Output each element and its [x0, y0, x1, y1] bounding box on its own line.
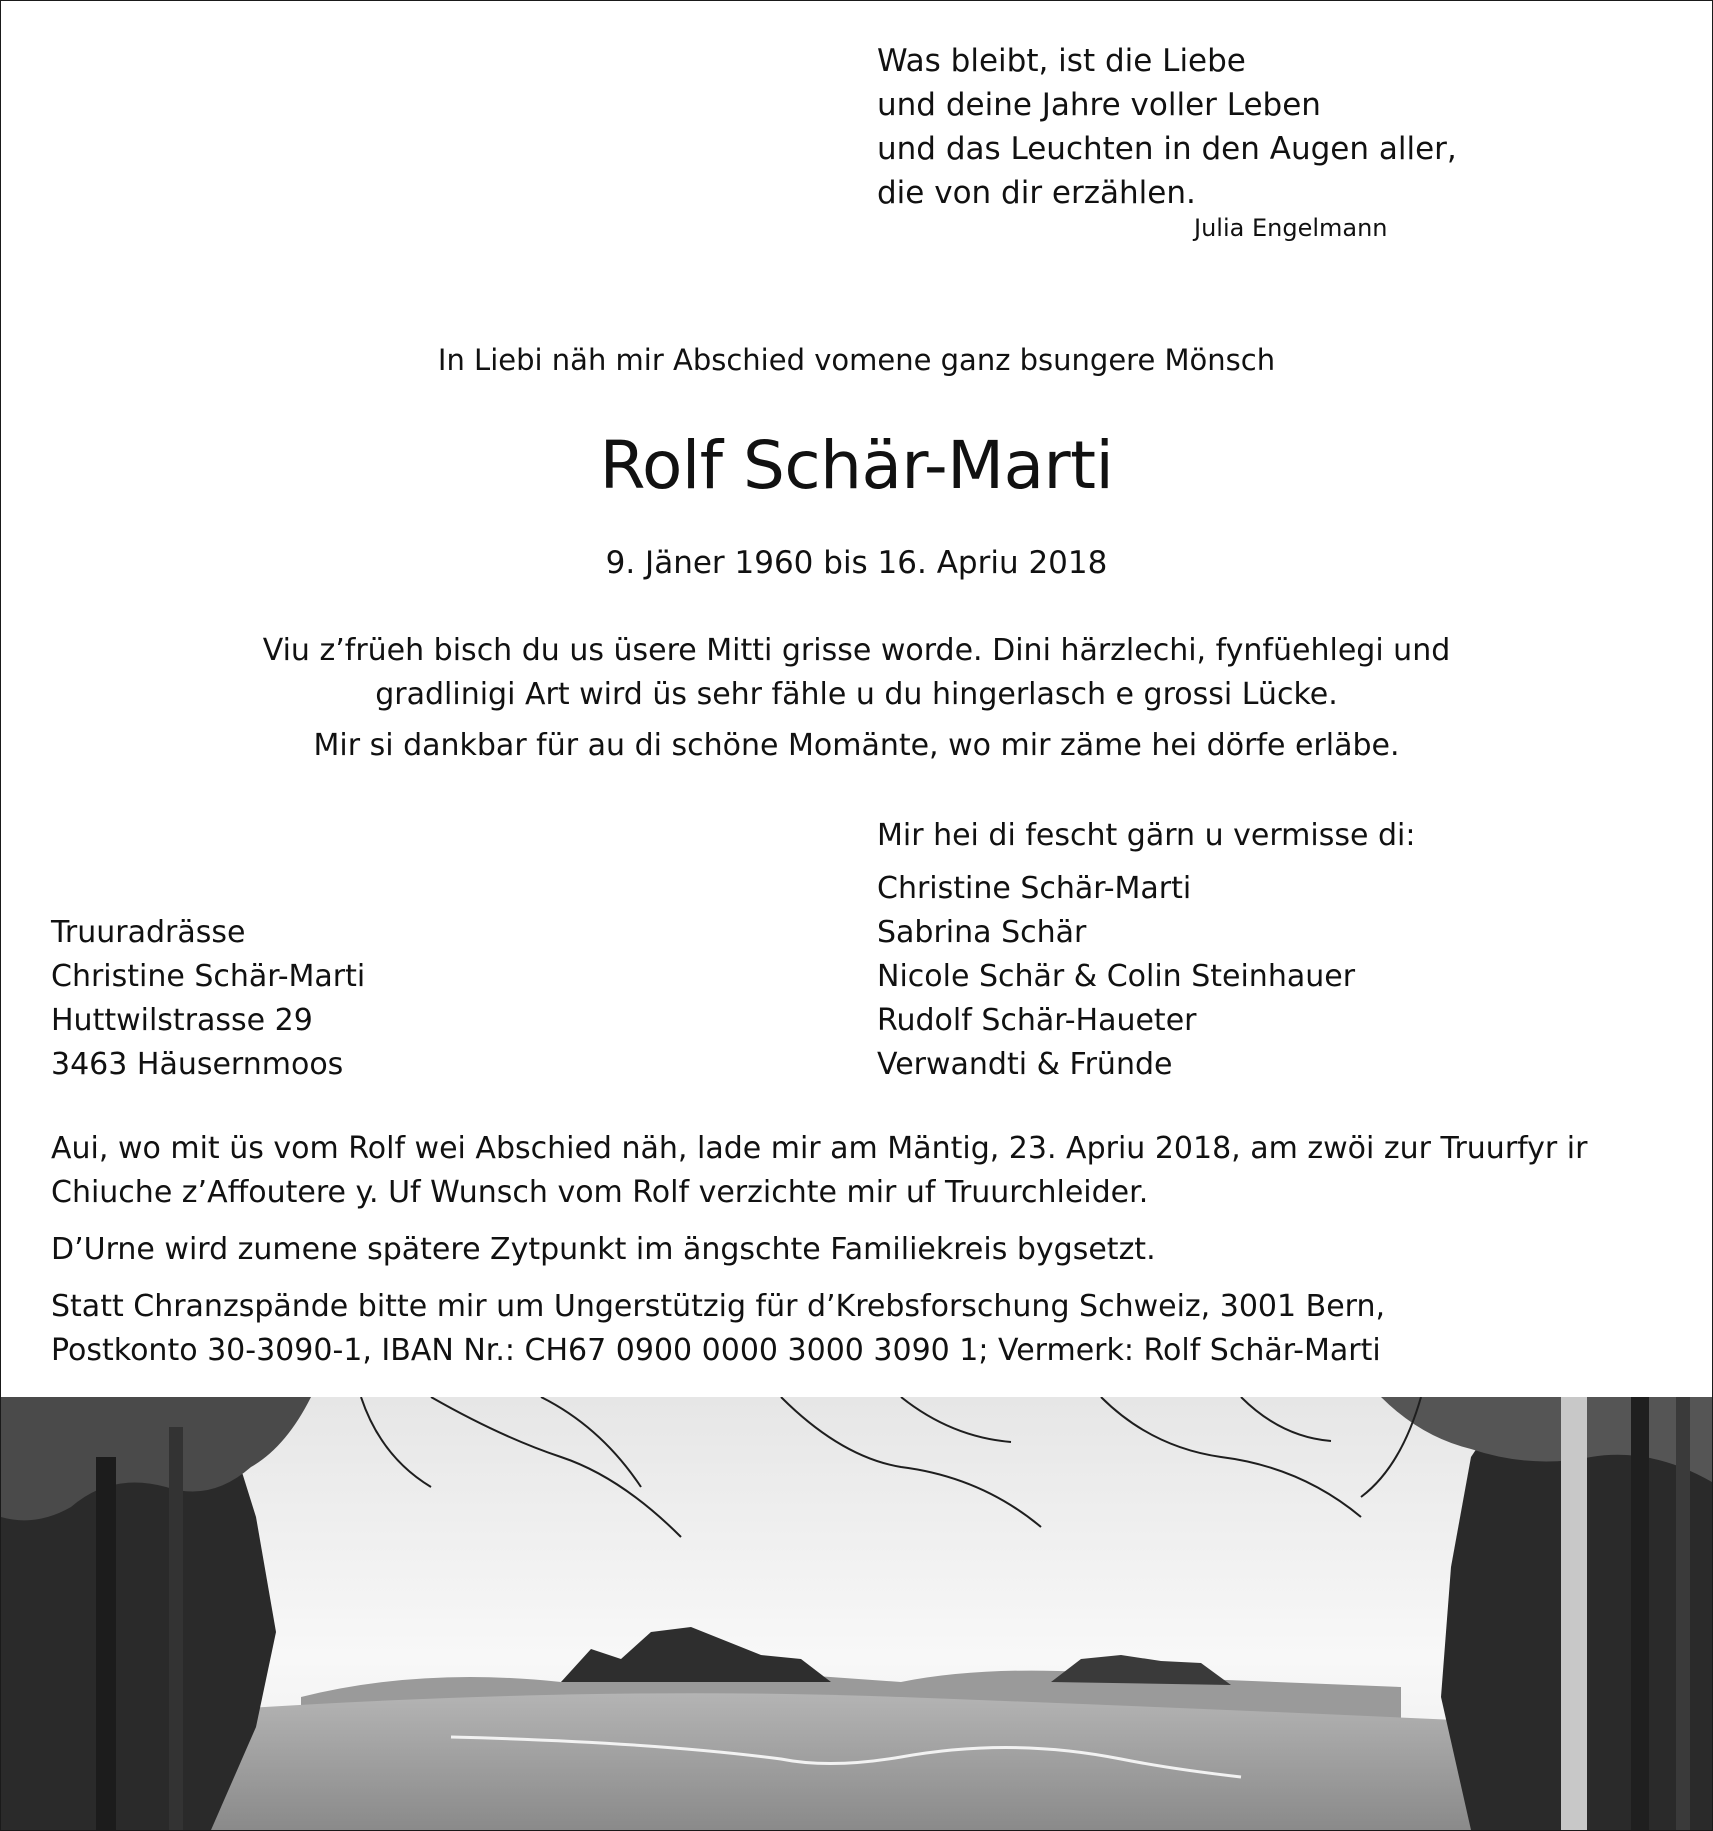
tree-trunk	[1676, 1397, 1690, 1830]
life-dates: 9. Jäner 1960 bis 16. Apriu 2018	[605, 545, 1108, 581]
mourning-address	[51, 911, 365, 1087]
tribute-line: Viu z’früeh bisch du us üsere Mitti grisse worde. Dini härzlechi, fynfüehlegi und	[262, 633, 1451, 668]
mourner-name: Nicole Schär & Colin Steinhauer	[877, 959, 1356, 994]
tree-trunk	[169, 1427, 183, 1830]
mourner-name: Verwandti & Fründe	[877, 1047, 1173, 1082]
tree-trunk	[1631, 1397, 1649, 1830]
intro-text: In Liebi näh mir Abschied vomene ganz bsungere Mönsch	[437, 343, 1276, 377]
urn-paragraph	[51, 1228, 1671, 1272]
donation-line: Postkonto 30-3090-1, IBAN Nr.: CH67 0900 0000 3000 3090 1; Vermerk: Rolf Schär-Marti	[51, 1333, 1381, 1368]
tree-trunk	[96, 1457, 116, 1830]
mourners-list	[877, 814, 1415, 1087]
address-city: 3463 Häusernmoos	[51, 1047, 344, 1082]
urn-line: D’Urne wird zumene spätere Zytpunkt im ängschte Familiekreis bygsetzt.	[51, 1232, 1156, 1267]
poem-line: Was bleibt, ist die Liebe	[877, 43, 1246, 79]
tree-trunk	[1561, 1397, 1587, 1830]
address-name: Christine Schär-Marti	[51, 959, 366, 994]
tribute-text	[1, 629, 1712, 717]
poem-line: die von dir erzählen.	[877, 175, 1196, 211]
tribute-line: gradlinigi Art wird üs sehr fähle u du hingerlasch e grossi Lücke.	[375, 677, 1338, 712]
poem	[877, 39, 1457, 215]
funeral-notice	[51, 1127, 1671, 1386]
address-street: Huttwilstrasse 29	[51, 1003, 313, 1038]
mourner-name: Rudolf Schär-Haueter	[877, 1003, 1197, 1038]
donation-paragraph	[51, 1285, 1671, 1373]
service-line: Aui, wo mit üs vom Rolf wei Abschied näh, lade mir am Mäntig, 23. Apriu 2018, am zwöi zur Truurfyr ir	[51, 1131, 1588, 1166]
donation-line: Statt Chranzspände bitte mir um Ungerstützig für d’Krebsforschung Schweiz, 3001 Bern,	[51, 1289, 1386, 1324]
thanks-text: Mir si dankbar für au di schöne Momänte, wo mir zäme hei dörfe erläbe.	[313, 728, 1400, 763]
service-paragraph	[51, 1127, 1671, 1215]
mourner-name: Christine Schär-Marti	[877, 871, 1192, 906]
landscape-photo	[1, 1397, 1712, 1830]
service-line: Chiuche z’Affoutere y. Uf Wunsch vom Rolf verzichte mir uf Truurchleider.	[51, 1175, 1149, 1210]
poem-line: und deine Jahre voller Leben	[877, 87, 1321, 123]
deceased-name: Rolf Schär-Marti	[599, 427, 1114, 504]
mourner-name: Sabrina Schär	[877, 915, 1087, 950]
poem-line: und das Leuchten in den Augen aller,	[877, 131, 1457, 167]
address-label: Truuradrässe	[51, 915, 246, 950]
mourners-heading: Mir hei di fescht gärn u vermisse di:	[877, 818, 1416, 853]
poem-author: Julia Engelmann	[1194, 214, 1388, 242]
